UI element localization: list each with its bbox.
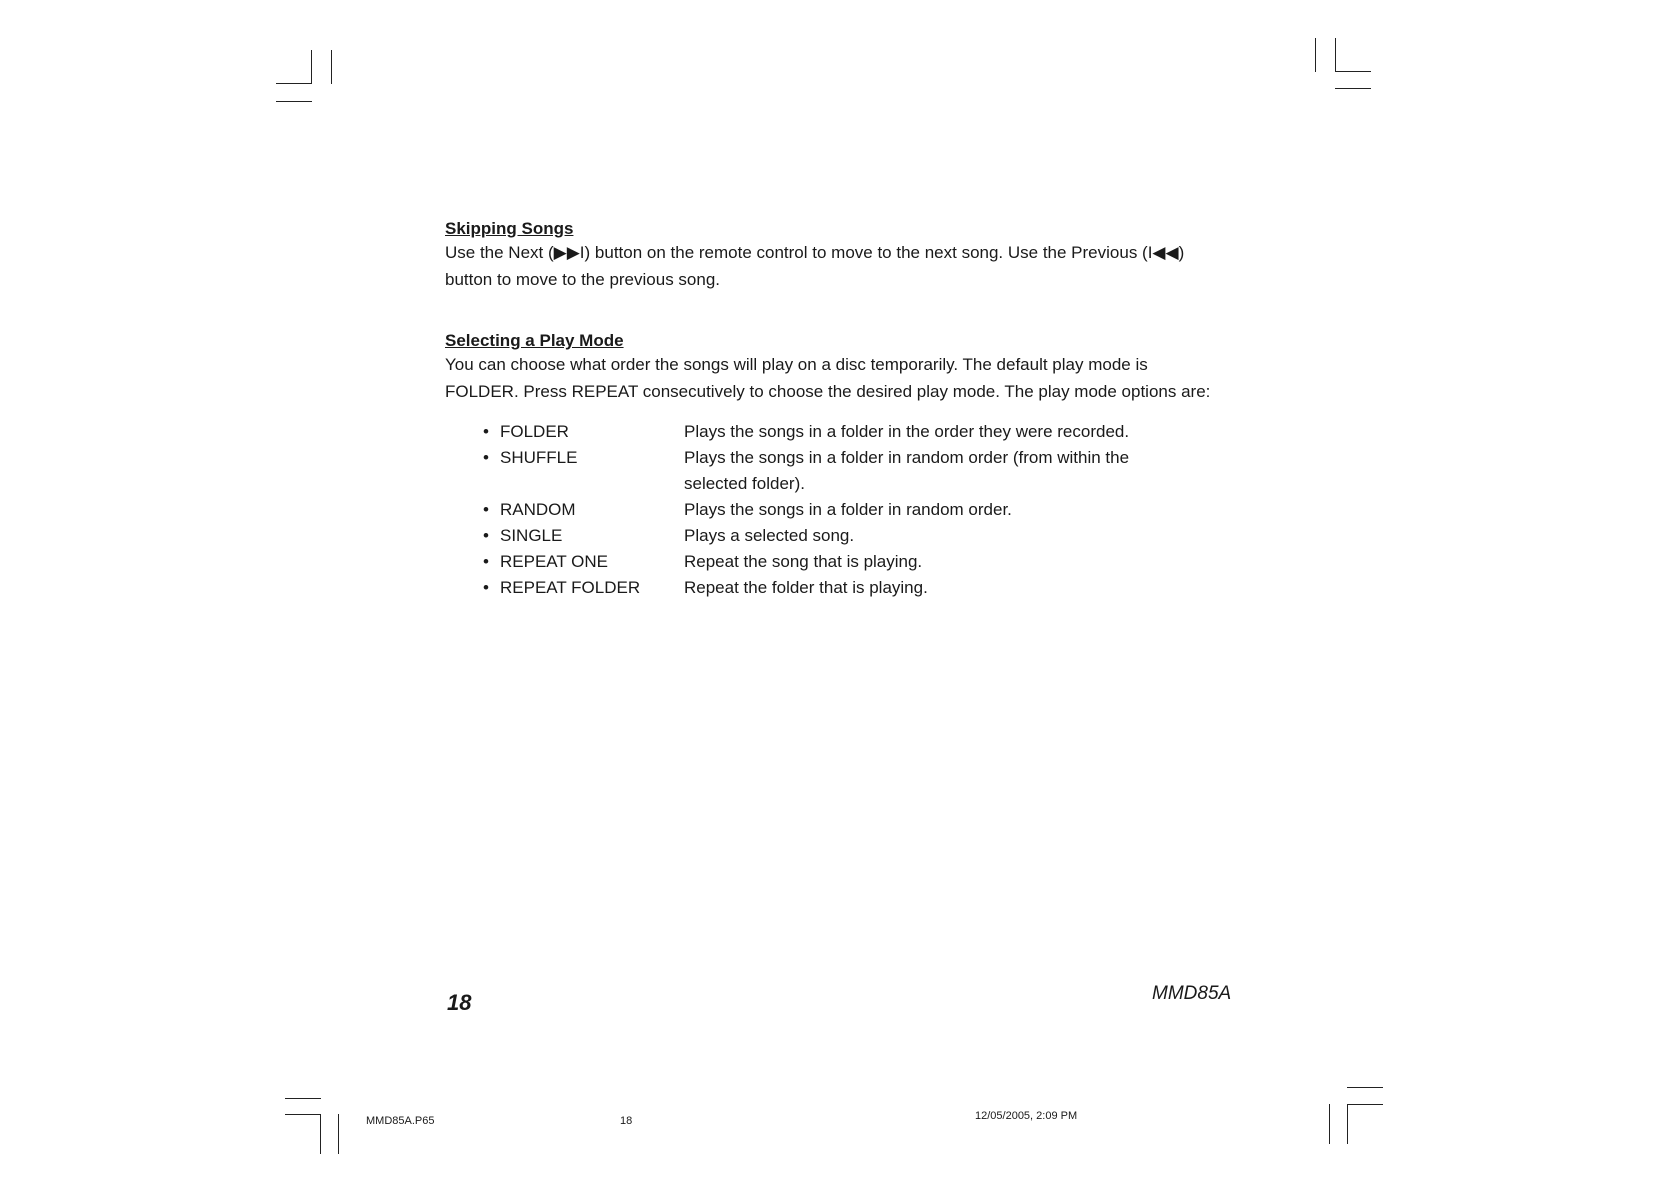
crop-mark [285,1114,321,1115]
bullet-icon: • [483,422,489,441]
bullet-icon: • [483,448,489,467]
crop-mark [1315,38,1316,72]
bullet-icon: • [483,500,489,519]
page-number: 18 [447,990,472,1015]
mode-description: Plays a selected song. [684,526,855,545]
crop-mark [1347,1104,1348,1144]
list-item [483,575,1215,601]
mode-name: SINGLE [500,526,563,545]
crop-mark [1329,1104,1330,1144]
footer-timestamp: 12/05/2005, 2:09 PM [975,1110,1078,1122]
crop-mark [1335,88,1371,89]
crop-mark [320,1114,321,1154]
footer-filename: MMD85A.P65 [366,1115,435,1127]
mode-description: Repeat the folder that is playing. [684,578,928,597]
mode-name: REPEAT FOLDER [500,578,641,597]
mode-description: Repeat the song that is playing. [684,552,923,571]
crop-mark [1347,1087,1383,1088]
list-item [483,549,1215,575]
crop-mark [331,50,332,84]
play-mode-list [483,419,1215,601]
play-mode-section [445,331,1215,601]
footer-page: 18 [620,1115,633,1127]
bullet-icon: • [483,552,489,571]
mode-name: FOLDER [500,422,569,441]
section-paragraph: Use the Next (▶▶I) button on the remote control to move to the next song. Use the Previous (I◀◀) button to move to the previous song. [445,243,1185,289]
crop-mark [311,50,312,84]
crop-mark [338,1114,339,1154]
bullet-icon: • [483,578,489,597]
crop-mark [276,83,312,84]
list-item [483,419,1215,445]
crop-mark [1335,38,1336,72]
bullet-icon: • [483,526,489,545]
list-item [483,445,1215,497]
list-item [483,497,1215,523]
crop-mark [1335,71,1371,72]
section-heading: Skipping Songs [445,219,574,238]
mode-name: RANDOM [500,500,576,519]
section-heading: Selecting a Play Mode [445,331,624,350]
manual-content [445,219,1215,601]
mode-description: Plays the songs in a folder in random order (from within the selected folder). [684,448,1130,493]
list-item [483,523,1215,549]
crop-mark [1347,1104,1383,1105]
mode-description: Plays the songs in a folder in random order. [684,500,1012,519]
model-label: MMD85A [1152,983,1232,1004]
crop-mark [276,101,312,102]
mode-description: Plays the songs in a folder in the order they were recorded. [684,422,1130,441]
mode-name: REPEAT ONE [500,552,609,571]
mode-name: SHUFFLE [500,448,578,467]
section-paragraph: You can choose what order the songs will play on a disc temporarily. The default play mode is FOLDER. Press REPEAT consecutively to choose the desired play mode. The play mode options are: [445,355,1211,401]
crop-mark [285,1098,321,1099]
skipping-songs-section [445,219,1215,293]
